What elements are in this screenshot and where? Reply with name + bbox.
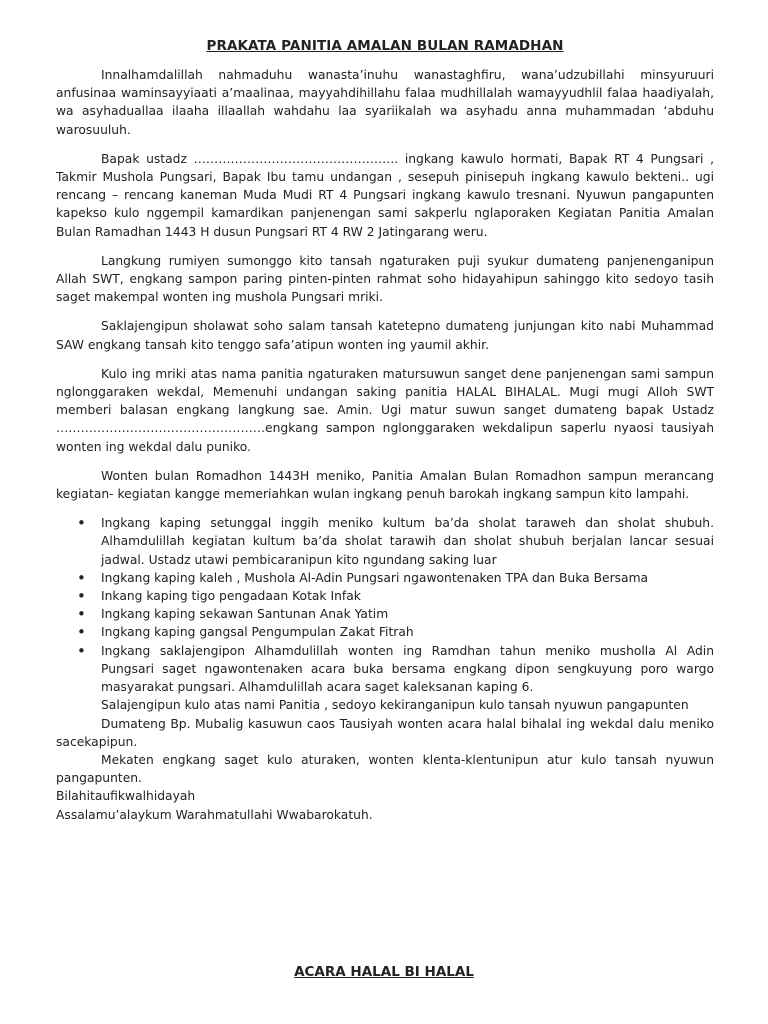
thanks-paragraph: Kulo ing mriki atas nama panitia ngaturaken matursuwun sanget dene panjenengan sami sampun nglonggaraken wekdal, Memenuhi undangan saking panitia HALAL BIHALAL. Mugi mugi Alloh SWT memberi balasan engkang langkung sae. Amin. Ugi matur suwun sanget dumateng bapak Ustadz ……………………………………………engkang sampon nglonggaraken wekdalipun saperlu nyaosi tausiyah wonten ing wekdal dalu puniko. [56,366,714,454]
greeting-paragraph: Bapak ustadz ………………………………………….. ingkang kawulo hormati, Bapak RT 4 Pungsari , Takmir Mushola Pungsari, Bapak Ibu tamu undangan , sesepuh pinisepuh ingkang kawulo bekteni.. ugi rencang – rencang kaneman Muda Mudi RT 4 Pungsari ingkang kawulo tresnani. Nyuwun pangapunten kapekso kulo nggempil kamardikan panjenengan sami sakperlu nglaporaken Kegiatan Panitia Amalan Bulan Ramadhan 1443 H dusun Pungsari RT 4 RW 2 Jatingarang weru. [56,151,714,239]
section-heading-halal-bihalal: ACARA HALAL BI HALAL [294,964,474,980]
list-item: • Ingkang kaping gangsal Pengumpulan Zakat Fitrah [101,623,714,641]
list-item: • Inkang kaping tigo pengadaan Kotak Infak [101,587,714,605]
activities-intro-paragraph: Wonten bulan Romadhon 1443H meniko, Panitia Amalan Bulan Romadhon sampun merancang kegiatan- kegiatan kangge memeriahkan wulan ingkang penuh barokah ingkang sampun kito lampahi. [56,468,714,502]
sign-off-salam: Assalamu’alaykum Warahmatullahi Wwabarokatuh. [56,807,373,822]
list-item: • Ingkang kaping setunggal inggih meniko kultum ba’da sholat taraweh dan sholat shubuh. Alhamdulillah kegiatan kultum ba’da sholat tarawih dan sholat shubuh berjalan lancar sesuai jadwal. Ustadz utawi pembicaranipun kito ngundang saking luar [101,514,714,569]
list-item: • Ingkang kaping kaleh , Mushola Al-Adin Pungsari ngawontenaken TPA dan Buka Bersama [101,569,714,587]
gratitude-paragraph: Langkung rumiyen sumonggo kito tansah ngaturaken puji syukur dumateng panjenenganipun Allah SWT, engkang sampon paring pinten-pinten rahmat soho hidayahipun sahinggo kito sedoyo tasih saget makempal wonten ing mushola Pungsari mriki. [56,253,714,305]
opening-paragraph: Innalhamdalillah nahmaduhu wanasta’inuhu wanastaghfiru, wana’udzubillahi minsyuruuri anfusinaa waminsayyiaati a’maalinaa, mayyahdihillahu falaa mudhillalah wamayyudhlil falaa haadiyalah, wa asyhaduallaa ilaaha illaallah wahdahu laa syariikalah wa asyhadu anna muhammadan ‘abduhu warosuuluh. [56,68,714,137]
mubalig-request-paragraph: Dumateng Bp. Mubalig kasuwun caos Tausiyah wonten acara halal bihalal ing wekdal dalu meniko sacekapipun. [56,716,714,749]
list-item: • Ingkang kaping sekawan Santunan Anak Yatim [101,605,714,623]
sign-off-hidayah: Bilahitaufikwalhidayah [56,789,196,804]
document-title: PRAKATA PANITIA AMALAN BULAN RAMADHAN [206,38,564,54]
apology-line: Salajengipun kulo atas nami Panitia , sedoyo kekiranganipun kulo tansah nyuwun pangapunten [101,698,689,713]
list-item: • Ingkang saklajengipon Alhamdulillah wonten ing Ramdhan tahun meniko musholla Al Adin Pungsari saget ngawontenaken acara buka bersama engkang dipon sengkuyung poro wargo masyarakat pungsari. Alhamdulillah acara saget kaleksanan kaping 6. [101,642,714,697]
document-body [56,38,714,824]
sholawat-paragraph: Saklajengipun sholawat soho salam tansah katetepno dumateng junjungan kito nabi Muhammad SAW engkang tansah kito tenggo safa’atipun wonten ing yaumil akhir. [56,319,714,352]
closing-paragraph: Mekaten engkang saget kulo aturaken, wonten klenta-klentunipun atur kulo tansah nyuwun pangapunten. [56,752,714,786]
activities-list [56,514,714,696]
